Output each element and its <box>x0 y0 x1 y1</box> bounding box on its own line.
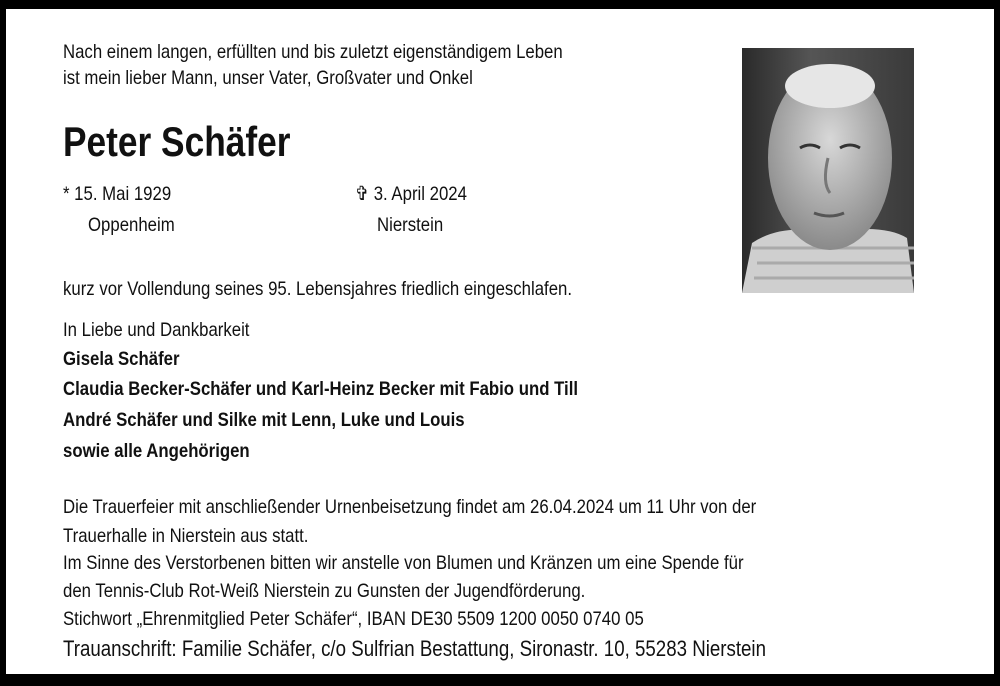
detail-line: Im Sinne des Verstorbenen bitten wir anstelle von Blumen und Kränzen um eine Spende für <box>63 552 744 574</box>
detail-line: den Tennis-Club Rot-Weiß Nierstein zu Gunsten der Jugendförderung. <box>63 580 586 602</box>
mourner: Gisela Schäfer <box>63 348 180 370</box>
detail-line: Die Trauerfeier mit anschließender Urnenbeisetzung findet am 26.04.2024 um 11 Uhr von der <box>63 496 757 518</box>
birth-date: * 15. Mai 1929 <box>63 183 172 205</box>
detail-line: Stichwort „Ehrenmitglied Peter Schäfer“, IBAN DE30 5509 1200 0050 0740 05 <box>63 608 644 630</box>
birth-place: Oppenheim <box>88 214 175 236</box>
intro-line: ist mein lieber Mann, unser Vater, Großvater und Onkel <box>63 67 473 89</box>
mourner: André Schäfer und Silke mit Lenn, Luke und Louis <box>63 409 465 431</box>
statement: kurz vor Vollendung seines 95. Lebensjahres friedlich eingeschlafen. <box>63 278 573 300</box>
intro-line: Nach einem langen, erfüllten und bis zuletzt eigenständigem Leben <box>63 41 563 63</box>
mourners-intro: In Liebe und Dankbarkeit <box>63 319 250 341</box>
deceased-name: Peter Schäfer <box>63 118 291 165</box>
mourning-address: Trauanschrift: Familie Schäfer, c/o Sulfrian Bestattung, Sironastr. 10, 55283 Nierstein <box>63 636 766 661</box>
detail-line: Trauerhalle in Nierstein aus statt. <box>63 525 309 547</box>
mourner: sowie alle Angehörigen <box>63 440 250 462</box>
mourner: Claudia Becker-Schäfer und Karl-Heinz Becker mit Fabio und Till <box>63 378 579 400</box>
death-date: ✞ 3. April 2024 <box>355 183 467 205</box>
death-place: Nierstein <box>377 214 444 236</box>
portrait-photo <box>742 48 914 293</box>
